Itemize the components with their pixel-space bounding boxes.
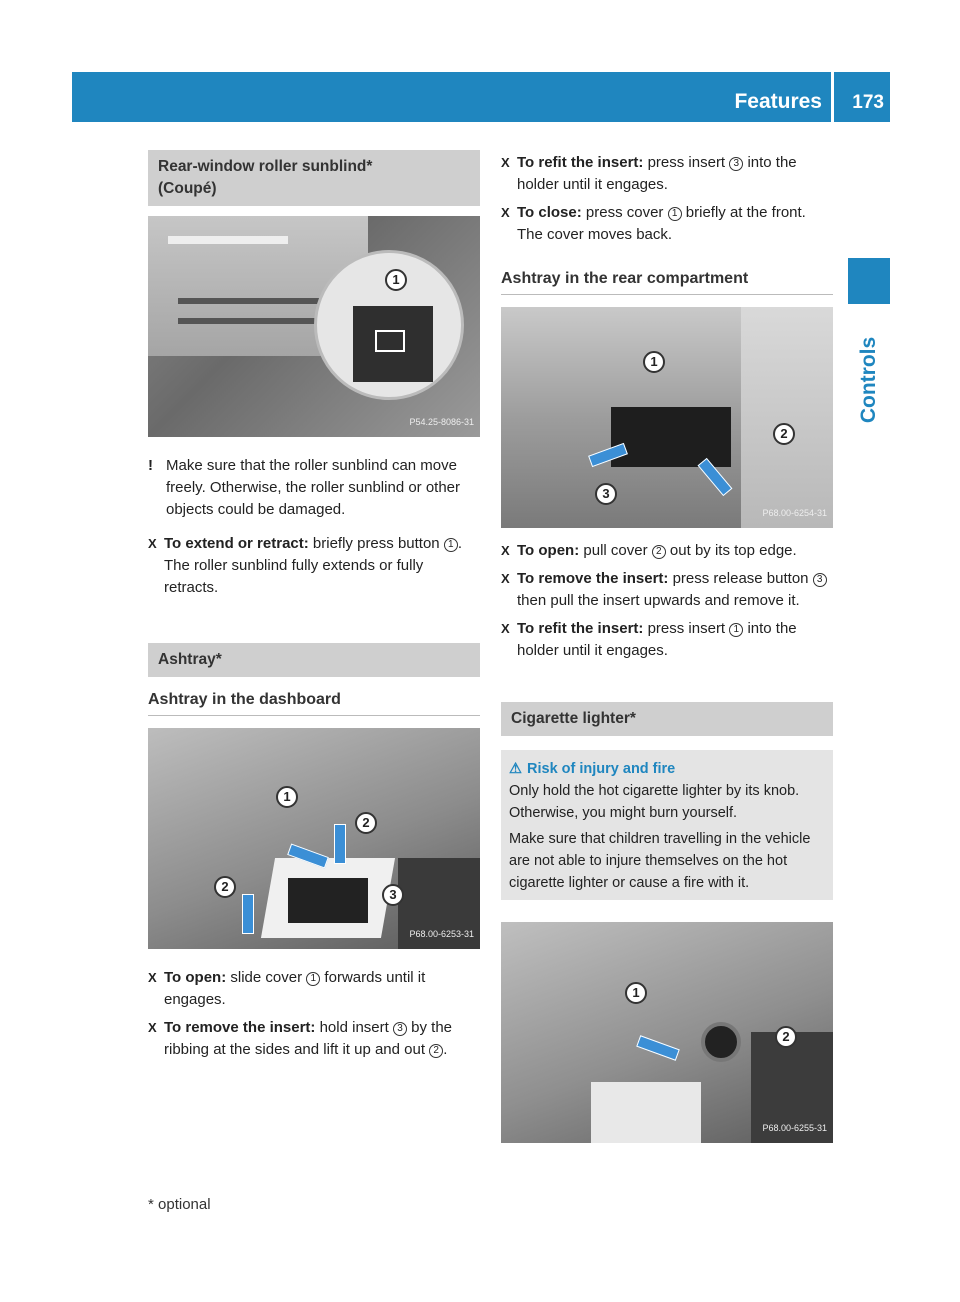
step-x-icon: X — [148, 1020, 157, 1035]
step-open-dashboard: X To open: slide cover 1 forwards until it engages. — [148, 967, 480, 1011]
risk-warning-box — [501, 750, 833, 900]
step-note: The roller sunblind fully extends or fully retracts. — [164, 557, 424, 596]
callout-2: 2 — [355, 812, 377, 834]
arrow-icon — [334, 824, 346, 864]
figure-code: P68.00-6254-31 — [762, 508, 827, 518]
figure-dashboard-ashtray — [148, 728, 480, 949]
warning-note — [148, 455, 480, 521]
step-close-dashboard: X To close: press cover 1 briefly at the front. The cover moves back. — [501, 202, 833, 246]
callout-1: 1 — [385, 269, 407, 291]
callout-3: 3 — [595, 483, 617, 505]
step-x-icon: X — [148, 970, 157, 985]
step-x-icon: X — [501, 155, 510, 170]
section-heading-lighter: Cigarette lighter* — [501, 702, 833, 736]
warning-text: Make sure that the roller sunblind can move freely. Otherwise, the roller sunblind or other objects could be damaged. — [166, 457, 461, 518]
step-x-icon: X — [148, 536, 157, 551]
risk-text-1: Only hold the hot cigarette lighter by its knob. Otherwise, you might burn yourself. — [509, 783, 800, 821]
header-divider — [831, 72, 834, 122]
footnote: * optional — [148, 1196, 211, 1213]
step-remove-rear: X To remove the insert: press release button 3 then pull the insert upwards and remove it. — [501, 568, 833, 612]
header-title: Features — [734, 90, 822, 113]
step-remove-dashboard: X To remove the insert: hold insert 3 by the ribbing at the sides and lift it up and out 2 . — [148, 1017, 480, 1061]
step-label: To extend or retract: — [164, 535, 309, 552]
figure-code: P68.00-6255-31 — [762, 1123, 827, 1133]
step-extend: X To extend or retract: briefly press button 1 . The roller sunblind fully extends or fully retracts. — [148, 533, 480, 599]
side-label-text: Controls — [857, 336, 880, 424]
inline-callout-1: 1 — [444, 538, 458, 552]
risk-title: ⚠ Risk of injury and fire — [509, 758, 825, 780]
subheading-rear-ashtray: Ashtray in the rear compartment — [501, 268, 833, 295]
callout-3: 3 — [382, 884, 404, 906]
figure-code: P68.00-6253-31 — [409, 929, 474, 939]
callout-1: 1 — [276, 786, 298, 808]
side-section-label — [849, 320, 889, 440]
left-column — [148, 150, 480, 1061]
figure-sunblind — [148, 216, 480, 437]
callout-2: 2 — [773, 423, 795, 445]
subheading-dashboard-ashtray: Ashtray in the dashboard — [148, 689, 480, 716]
callout-1: 1 — [625, 982, 647, 1004]
step-refit-dashboard: X To refit the insert: press insert 3 into the holder until it engages. — [501, 152, 833, 196]
callout-2: 2 — [775, 1026, 797, 1048]
section-heading-sunblind: Rear-window roller sunblind* (Coupé) — [148, 150, 480, 206]
step-open-rear: X To open: pull cover 2 out by its top edge. — [501, 540, 833, 562]
warning-icon: ! — [148, 457, 153, 474]
step-x-icon: X — [501, 205, 510, 220]
sunblind-button — [353, 306, 433, 382]
page-number: 173 — [852, 92, 884, 113]
warning-triangle-icon: ⚠ — [509, 761, 522, 777]
lighter-knob — [701, 1022, 741, 1062]
callout-1: 1 — [643, 351, 665, 373]
step-x-icon: X — [501, 621, 510, 636]
step-refit-rear: X To refit the insert: press insert 1 into the holder until it engages. — [501, 618, 833, 662]
right-column — [501, 152, 833, 1143]
figure-code: P54.25-8086-31 — [409, 417, 474, 427]
section-heading-ashtray: Ashtray* — [148, 643, 480, 677]
arrow-icon — [242, 894, 254, 934]
step-x-icon: X — [501, 571, 510, 586]
page-header — [72, 72, 890, 122]
side-tab-marker — [848, 258, 890, 304]
step-x-icon: X — [501, 543, 510, 558]
risk-text-2: Make sure that children travelling in the vehicle are not able to injure themselves on the hot cigarette lighter or cause a fire with it. — [509, 831, 811, 891]
figure-rear-ashtray — [501, 307, 833, 528]
figure-cigarette-lighter — [501, 922, 833, 1143]
callout-2: 2 — [214, 876, 236, 898]
